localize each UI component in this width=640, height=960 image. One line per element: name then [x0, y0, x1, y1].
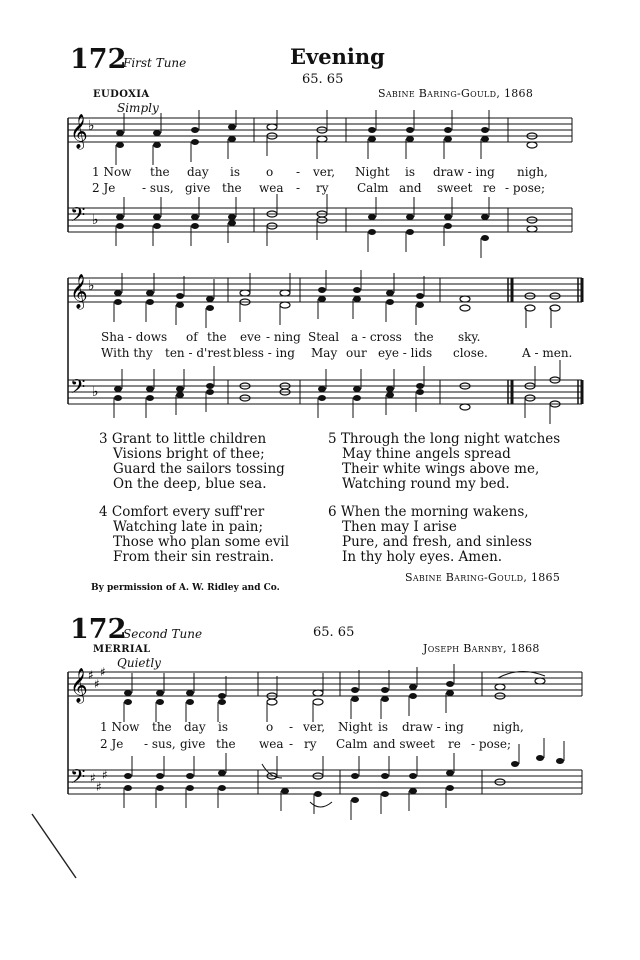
- syllable: 1 Now: [92, 165, 132, 179]
- syllable: re: [483, 181, 496, 195]
- hymn-number: 172: [70, 44, 127, 75]
- syllable: 2 Je: [100, 737, 124, 751]
- syllable: Sha - dows: [101, 330, 168, 344]
- syllable: draw - ing: [433, 165, 495, 179]
- syllable: the: [150, 165, 170, 179]
- syllable: eve: [240, 330, 261, 344]
- verse-line: 4 Comfort every suff'rer: [99, 504, 265, 520]
- verse-3: [99, 432, 285, 492]
- meter-second: 65. 65: [313, 625, 355, 640]
- syllable: - sus,: [142, 181, 174, 195]
- lyrics-line-verse1: [0, 330, 640, 346]
- words-credit: Sabine Baring-Gould, 1865: [405, 571, 561, 584]
- syllable: close.: [453, 346, 488, 360]
- hymn-number-second: 172: [70, 614, 127, 645]
- composer: Sabine Baring-Gould, 1868: [378, 87, 534, 100]
- svg-text:♭: ♭: [92, 212, 99, 228]
- verse-line: Watching round my bed.: [342, 476, 510, 492]
- lyrics-line-verse1: [0, 165, 640, 181]
- svg-text:♭: ♭: [88, 118, 95, 134]
- verse-line: Then may I arise: [342, 519, 457, 535]
- syllable: give: [185, 181, 211, 195]
- syllable: draw - ing: [402, 720, 464, 734]
- syllable: is: [218, 720, 228, 734]
- syllable: Night: [355, 165, 390, 179]
- syllable: the: [152, 720, 172, 734]
- syllable: ten - d'rest: [165, 346, 232, 360]
- syllable: is: [378, 720, 388, 734]
- svg-text:♯: ♯: [94, 677, 100, 691]
- syllable: -: [296, 165, 301, 179]
- syllable: wea: [259, 181, 284, 195]
- syllable: Calm: [357, 181, 389, 195]
- verse-line: In thy holy eyes. Amen.: [342, 549, 503, 565]
- syllable: is: [405, 165, 415, 179]
- verse-line: Watching late in pain;: [113, 519, 264, 535]
- verse-line: May thine angels spread: [342, 446, 511, 462]
- syllable: give: [180, 737, 206, 751]
- tempo-marking-second: Quietly: [117, 656, 161, 670]
- lyrics-line-verse2: [0, 346, 640, 362]
- verse-line: 3 Grant to little children: [99, 431, 267, 447]
- syllable: re: [448, 737, 461, 751]
- syllable: 1 Now: [100, 720, 140, 734]
- verse-line: Pure, and fresh, and sinless: [342, 534, 532, 550]
- svg-text:♭: ♭: [92, 384, 99, 400]
- syllable: eye - lids: [378, 346, 433, 360]
- syllable: a - cross: [351, 330, 402, 344]
- verse-line: From their sin restrain.: [113, 549, 275, 565]
- syllable: sky.: [458, 330, 481, 344]
- syllable: ry: [316, 181, 329, 195]
- svg-text:𝄞: 𝄞: [70, 274, 88, 309]
- syllable: 2 Je: [92, 181, 116, 195]
- verse-line: 6 When the morning wakens,: [328, 504, 529, 520]
- music-system-second: [0, 664, 640, 844]
- verse-line: 5 Through the long night watches: [328, 431, 561, 447]
- svg-text:♭: ♭: [88, 278, 95, 294]
- syllable: May: [311, 346, 338, 360]
- syllable: the: [207, 330, 227, 344]
- verse-5: [328, 432, 560, 492]
- syllable: the: [222, 181, 242, 195]
- syllable: wea: [259, 737, 284, 751]
- syllable: - sus,: [144, 737, 176, 751]
- svg-text:♯: ♯: [102, 768, 108, 782]
- syllable: Night: [338, 720, 373, 734]
- verse-6: [328, 505, 532, 565]
- syllable: nigh,: [493, 720, 524, 734]
- syllable: the: [414, 330, 434, 344]
- lyrics-line-verse2: [0, 181, 640, 197]
- syllable: o: [266, 720, 274, 734]
- syllable: - pose;: [471, 737, 512, 751]
- svg-text:𝄢: 𝄢: [70, 203, 86, 231]
- syllable: is: [230, 165, 240, 179]
- tune-name-second: MERRIAL: [93, 644, 151, 655]
- syllable: our: [346, 346, 367, 360]
- syllable: bless - ing: [233, 346, 295, 360]
- syllable: sweet: [437, 181, 473, 195]
- syllable: A - men.: [522, 346, 573, 360]
- syllable: -: [296, 181, 301, 195]
- syllable: ver,: [303, 720, 326, 734]
- stray-mark: [30, 812, 90, 882]
- verse-line: Those who plan some evil: [113, 534, 290, 550]
- svg-text:♯: ♯: [90, 771, 96, 785]
- syllable: - pose;: [505, 181, 546, 195]
- syllable: nigh,: [517, 165, 548, 179]
- syllable: the: [216, 737, 236, 751]
- verse-4: [99, 505, 289, 565]
- syllable: day: [184, 720, 206, 734]
- syllable: o: [266, 165, 274, 179]
- svg-text:♯: ♯: [96, 780, 102, 794]
- syllable: Steal: [308, 330, 340, 344]
- syllable: -: [289, 720, 294, 734]
- svg-text:𝄢: 𝄢: [70, 375, 86, 403]
- svg-text:𝄞: 𝄞: [70, 668, 88, 703]
- hymn-topic: Evening: [290, 44, 385, 69]
- tune-label: First Tune: [123, 56, 187, 70]
- syllable: ry: [304, 737, 317, 751]
- syllable: -: [289, 737, 294, 751]
- svg-text:𝄞: 𝄞: [70, 114, 88, 149]
- tune-name: EUDOXIA: [93, 89, 150, 100]
- lyrics-line-verse2: [0, 737, 640, 753]
- verse-line: On the deep, blue sea.: [113, 476, 267, 492]
- syllable: - ning: [266, 330, 301, 344]
- svg-text:♯: ♯: [88, 668, 94, 682]
- verse-line: Guard the sailors tossing: [113, 461, 285, 477]
- svg-text:𝄢: 𝄢: [70, 765, 86, 793]
- tune-label-second: Second Tune: [123, 627, 203, 641]
- syllable: and: [399, 181, 422, 195]
- composer-second: Joseph Barnby, 1868: [423, 642, 540, 655]
- meter: 65. 65: [302, 72, 344, 87]
- syllable: and sweet: [373, 737, 435, 751]
- tempo-marking: Simply: [117, 101, 159, 115]
- syllable: of: [186, 330, 198, 344]
- lyrics-line-verse1: [0, 720, 640, 736]
- svg-text:♯: ♯: [100, 665, 106, 679]
- verse-line: Visions bright of thee;: [113, 446, 265, 462]
- syllable: ver,: [313, 165, 336, 179]
- verse-line: Their white wings above me,: [342, 461, 540, 477]
- permission-note: By permission of A. W. Ridley and Co.: [91, 583, 280, 593]
- syllable: day: [187, 165, 209, 179]
- syllable: With thy: [101, 346, 153, 360]
- syllable: Calm: [336, 737, 368, 751]
